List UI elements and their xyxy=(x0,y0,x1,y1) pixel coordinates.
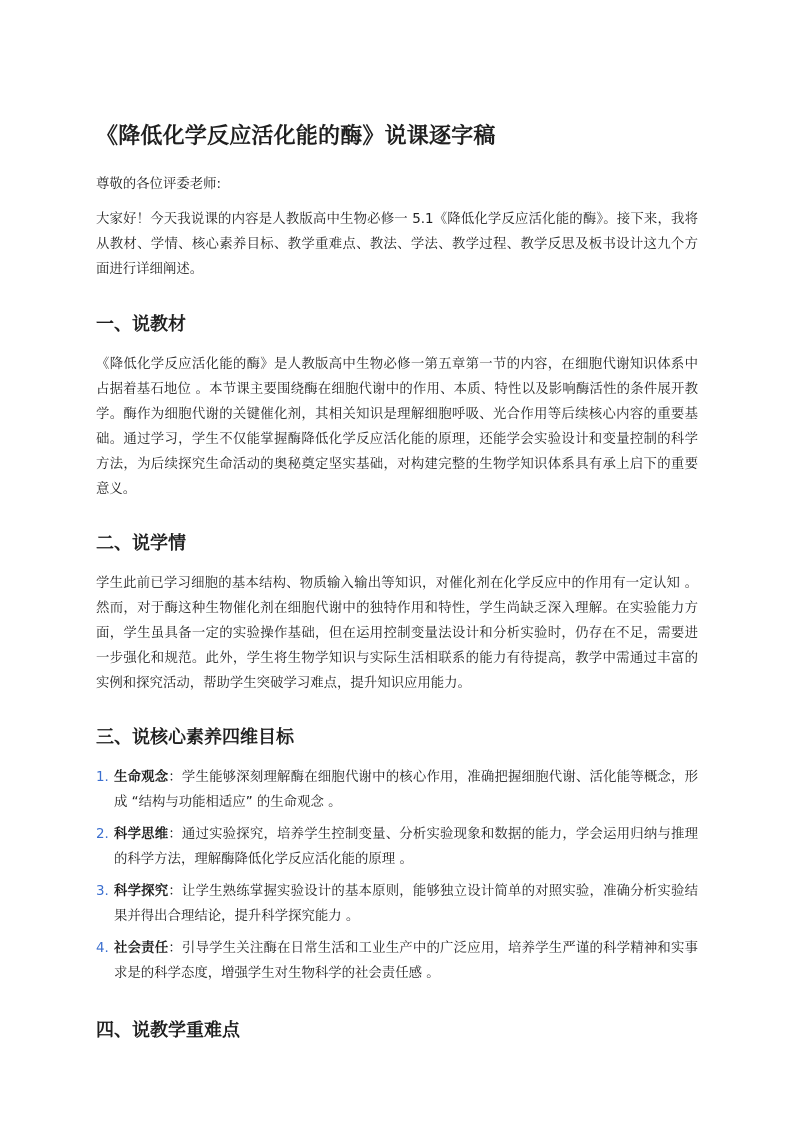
goals-list xyxy=(96,765,698,986)
goal-item-life-concept xyxy=(96,765,698,815)
goal-item-scientific-thinking xyxy=(96,822,698,872)
goal-text: ：通过实验探究，培养学生控制变量、分析实验现象和数据的能力，学会运用归纳与推理的科学方法，理解酶降低化学反应活化能的原理 。 xyxy=(114,827,698,867)
section-heading-students: 二、说学情 xyxy=(96,533,186,554)
goal-number: 1. xyxy=(96,770,109,785)
goal-label: 科学思维 xyxy=(114,827,169,842)
goal-item-scientific-inquiry xyxy=(96,879,698,929)
intro-paragraph: 大家好！今天我说课的内容是人教版高中生物必修一 5.1《降低化学反应活化能的酶》。接下来，我将从教材、学情、核心素养目标、教学重难点、教法、学法、教学过程、教学反思及板书设计这九个方面进行详细阐述。 xyxy=(96,212,698,277)
greeting-text: 尊敬的各位评委老师: xyxy=(96,177,222,192)
section-heading-core-literacy-goals: 三、说核心素养四维目标 xyxy=(96,727,294,748)
goal-label: 社会责任 xyxy=(114,941,169,956)
section-heading-textbook: 一、说教材 xyxy=(96,314,186,335)
document-page xyxy=(96,116,698,1046)
goal-number: 4. xyxy=(96,941,109,956)
goal-item-social-responsibility xyxy=(96,936,698,986)
document-title: 《降低化学反应活化能的酶》说课逐字稿 xyxy=(96,124,496,149)
goal-text: ：让学生熟练掌握实验设计的基本原则，能够独立设计简单的对照实验，准确分析实验结果并得出合理结论，提升科学探究能力 。 xyxy=(114,884,698,924)
goal-number: 2. xyxy=(96,827,109,842)
goal-text: ：学生能够深刻理解酶在细胞代谢中的核心作用，准确把握细胞代谢、活化能等概念，形成 “结构与功能相适应” 的生命观念 。 xyxy=(114,770,698,810)
goal-text: ：引导学生关注酶在日常生活和工业生产中的广泛应用，培养学生严谨的科学精神和实事求是的科学态度，增强学生对生物科学的社会责任感 。 xyxy=(114,941,698,981)
goal-label: 生命观念 xyxy=(114,770,169,785)
goal-number: 3. xyxy=(96,884,109,899)
section-body-textbook: 《降低化学反应活化能的酶》是人教版高中生物必修一第五章第一节的内容，在细胞代谢知识体系中占据着基石地位 。本节课主要围绕酶在细胞代谢中的作用、本质、特性以及影响酶活性的条件展开教学。酶作为细胞代谢的关键催化剂，其相关知识是理解细胞呼吸、光合作用等后续核心内容的重要基础。通过学习，学生不仅能掌握酶降低化学反应活化能的原理，还能学会实验设计和变量控制的科学方法，为后续探究生命活动的奥秘奠定坚实基础，对构建完整的生物学知识体系具有承上启下的重要意义。 xyxy=(96,357,698,497)
section-body-students: 学生此前已学习细胞的基本结构、物质输入输出等知识，对催化剂在化学反应中的作用有一定认知 。然而，对于酶这种生物催化剂在细胞代谢中的独特作用和特性，学生尚缺乏深入理解。在实验能力方面，学生虽具备一定的实验操作基础，但在运用控制变量法设计和分析实验时，仍存在不足，需要进一步强化和规范。此外，学生将生物学知识与实际生活相联系的能力有待提高，教学中需通过丰富的实例和探究活动，帮助学生突破学习难点，提升知识应用能力。 xyxy=(96,576,698,691)
goal-label: 科学探究 xyxy=(114,884,169,899)
section-heading-key-difficult-points: 四、说教学重难点 xyxy=(96,1020,240,1041)
